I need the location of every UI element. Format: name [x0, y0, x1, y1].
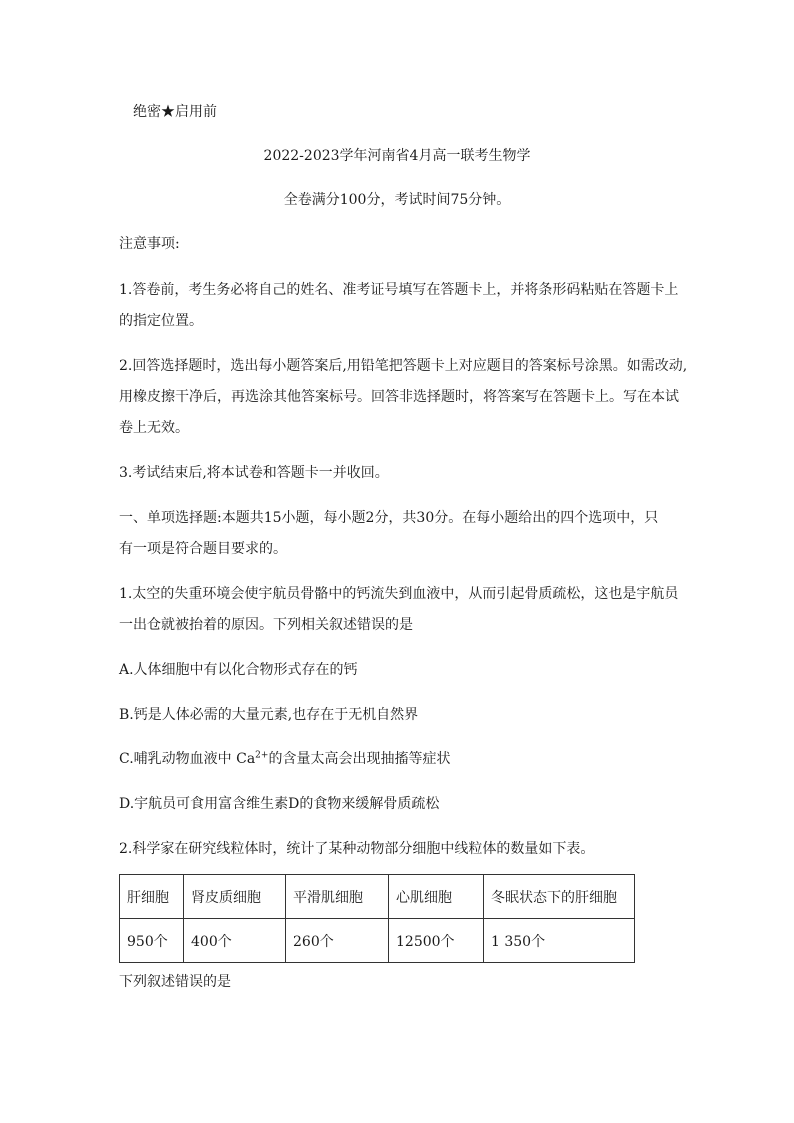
- question-2-followup: 下列叙述错误的是: [119, 974, 231, 990]
- notice-heading: 注意事项:: [119, 236, 180, 252]
- table-header-cell: 肝细胞: [120, 875, 184, 919]
- table-header-cell: 平滑肌细胞: [286, 875, 389, 919]
- table-cell: 400个: [184, 919, 286, 963]
- table-cell: 260个: [286, 919, 389, 963]
- notice-item-1-line-2: 的指定位置。: [119, 313, 203, 329]
- table-header-cell: 心肌细胞: [389, 875, 484, 919]
- exam-title: 2022-2023学年河南省4月高一联考生物学: [263, 148, 531, 164]
- notice-item-2-line-2: 用橡皮擦干净后，再选涂其他答案标号。回答非选择题时，将答案写在答题卡上。写在本试: [119, 389, 679, 405]
- table-cell: 1 350个: [484, 919, 635, 963]
- question-1-option-b: B.钙是人体必需的大量元素,也存在于无机自然界: [119, 707, 419, 723]
- question-1-stem-line-2: 一出仓就被抬着的原因。下列相关叙述错误的是: [119, 617, 413, 633]
- table-header-cell: 冬眠状态下的肝细胞: [484, 875, 635, 919]
- notice-item-2-line-1: 2.回答选择题时，选出每小题答案后,用铅笔把答题卡上对应题目的答案标号涂黑。如需改动,: [119, 358, 688, 374]
- option-c-superscript: 2+: [255, 750, 269, 761]
- section-heading-line-2: 有一项是符合题目要求的。: [119, 541, 287, 557]
- secret-mark: 绝密★启用前: [133, 104, 217, 120]
- notice-item-1-line-1: 1.答卷前，考生务必将自己的姓名、准考证号填写在答题卡上，并将条形码粘贴在答题卡上: [119, 282, 679, 298]
- option-c-text-before: C.哺乳动物血液中 Ca: [119, 751, 256, 767]
- notice-item-3: 3.考试结束后,将本试卷和答题卡一并收回。: [119, 465, 389, 481]
- table-row: [120, 919, 635, 963]
- table-cell: 950个: [120, 919, 184, 963]
- table-header-cell: 肾皮质细胞: [184, 875, 286, 919]
- exam-subtitle: 全卷满分100分，考试时间75分钟。: [283, 192, 511, 208]
- question-1-option-d: D.宇航员可食用富含维生素D的食物来缓解骨质疏松: [119, 796, 440, 812]
- option-c-text-after: 的含量太高会出现抽搐等症状: [268, 751, 451, 767]
- question-1-option-c: [119, 749, 450, 769]
- table-header-row: [120, 875, 635, 919]
- section-heading-line-1: 一、单项选择题:本题共15小题，每小题2分，共30分。在每小题给出的四个选项中，只: [119, 510, 659, 526]
- table-cell: 12500个: [389, 919, 484, 963]
- question-2-stem: 2.科学家在研究线粒体时，统计了某种动物部分细胞中线粒体的数量如下表。: [119, 841, 595, 857]
- notice-item-2-line-3: 卷上无效。: [119, 420, 189, 436]
- question-1-option-a: A.人体细胞中有以化合物形式存在的钙: [119, 662, 358, 678]
- question-1-stem-line-1: 1.太空的失重环境会使宇航员骨骼中的钙流失到血液中，从而引起骨质疏松，这也是宇航员: [119, 586, 679, 602]
- mitochondria-count-table: [119, 874, 635, 963]
